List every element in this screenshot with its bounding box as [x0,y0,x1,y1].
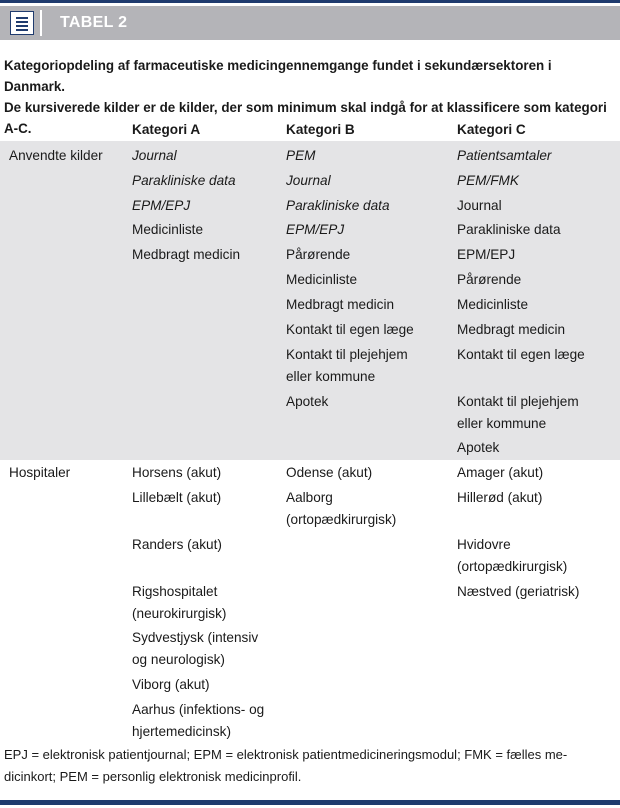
source-c-9: Kontakt til egen læge [457,347,585,362]
source-b-1: PEM [286,148,316,163]
footnote-line-1: EPJ = elektronisk patientjournal; EPM = elektronisk patientmedicineringsmodul; FMK = fælles me- [4,747,568,762]
source-a-5: Medbragt medicin [132,247,241,262]
hospital-c-1: Amager (akut) [457,465,544,480]
table-icon [10,11,34,35]
table-title: TABEL 2 [60,14,128,31]
hospital-c-5: Næstved (geriatrisk) [457,584,580,599]
hospital-c-2: Hillerød (akut) [457,490,543,505]
hospital-a-6: Sydvestjysk (intensiv [132,630,259,645]
source-c-12: Apotek [457,440,500,455]
hospital-a-10: hjertemedicinsk) [132,724,231,739]
hospital-b-2: Aalborg [286,490,333,505]
hospital-c-3: Hvidovre [457,537,511,552]
hospital-b-3: (ortopædkirurgisk) [286,512,397,527]
bottom-rule [0,800,620,805]
source-c-8: Medbragt medicin [457,322,566,337]
source-c-2: PEM/FMK [457,173,519,188]
hospital-a-8: Viborg (akut) [132,677,210,692]
source-a-2: Parakliniske data [132,173,236,188]
source-b-7: Medbragt medicin [286,297,395,312]
hospital-a-3: Randers (akut) [132,537,222,552]
hospital-c-4: (ortopædkirurgisk) [457,559,568,574]
source-a-4: Medicinliste [132,222,204,237]
source-c-6: Pårørende [457,272,522,287]
hospital-a-2: Lillebælt (akut) [132,490,222,505]
footnote-line-2: dicinkort; PEM = personlig elektronisk medicinprofil. [4,769,302,784]
source-b-10: eller kommune [286,369,376,384]
source-c-3: Journal [457,198,502,213]
column-header-b: Kategori B [286,122,355,137]
source-c-11: eller kommune [457,416,547,431]
source-b-11: Apotek [286,394,329,409]
source-b-4: EPM/EPJ [286,222,345,237]
hospital-a-4: Rigshospitalet [132,584,218,599]
top-rule [0,0,620,3]
column-header-c: Kategori C [457,122,526,137]
source-c-10: Kontakt til plejehjem [457,394,579,409]
source-b-8: Kontakt til egen læge [286,322,414,337]
source-c-5: EPM/EPJ [457,247,516,262]
hospital-a-9: Aarhus (infektions- og [132,702,265,717]
source-b-2: Journal [286,173,331,188]
column-header-a: Kategori A [132,122,201,137]
header-separator [40,10,42,36]
source-c-4: Parakliniske data [457,222,561,237]
hospital-a-1: Horsens (akut) [132,465,222,480]
hospital-b-1: Odense (akut) [286,465,373,480]
hospital-a-5: (neurokirurgisk) [132,606,227,621]
hospital-a-7: og neurologisk) [132,652,225,667]
source-a-1: Journal [132,148,177,163]
source-b-9: Kontakt til plejehjem [286,347,408,362]
row-label-hospitals: Hospitaler [9,465,71,480]
source-b-6: Medicinliste [286,272,358,287]
source-c-7: Medicinliste [457,297,529,312]
source-b-5: Pårørende [286,247,351,262]
source-b-3: Parakliniske data [286,198,390,213]
caption-line-2: De kursiverede kilder er de kilder, der som minimum skal indgå for at klassificere som kategori A-C. [4,100,607,136]
table-footnote [4,744,616,788]
source-a-3: EPM/EPJ [132,198,191,213]
table-header-bar [0,6,620,40]
row-label-sources: Anvendte kilder [9,148,103,163]
caption-line-1: Kategoriopdeling af farmaceutiske medicingennemgange fundet i sekundærsektoren i Danmark. [4,58,552,94]
source-c-1: Patientsamtaler [457,148,552,163]
